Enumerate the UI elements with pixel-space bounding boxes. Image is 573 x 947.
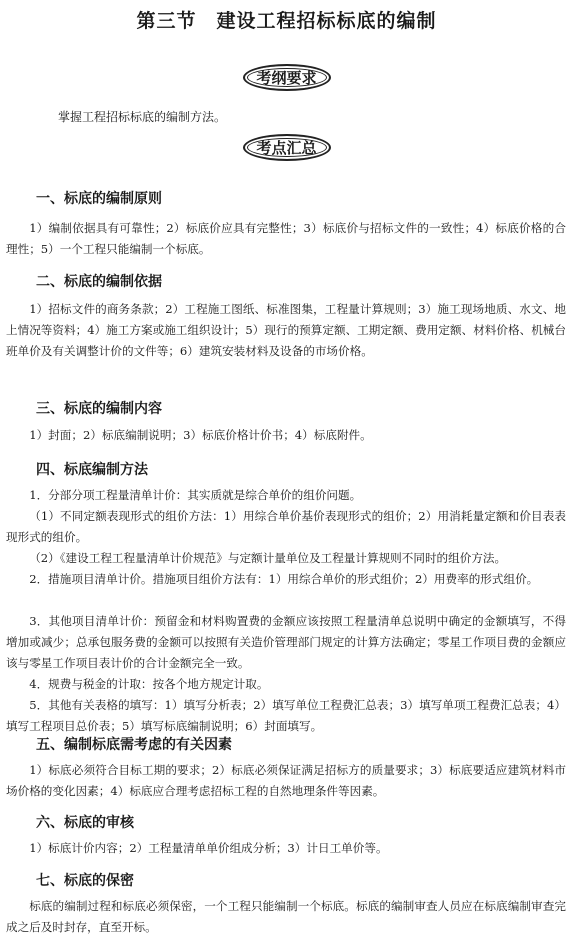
paragraph: （2）《建设工程工程量清单计价规范》与定额计量单位及工程量计算规则不同时的组价方法。 (29, 551, 507, 565)
section-heading-1: 一、标底的编制原则 (36, 191, 162, 207)
intro-text: 掌握工程招标标底的编制方法。 (58, 110, 227, 124)
section-heading-4: 四、标底编制方法 (36, 462, 148, 478)
paragraph: 1）标底计价内容；2）工程量清单单价组成分析；3）计日工单价等。 (29, 841, 388, 855)
paragraph: 1）编制依据具有可靠性；2）标底价应具有完整性；3）标底价与招标文件的一致性；4）标底价格的合理性；5）一个工程只能编制一个标底。 (6, 221, 566, 256)
paragraph: 3．其他项目清单计价：预留金和材料购置费的金额应该按照工程量清单总说明中确定的金额填写，不得增加或减少；总承包服务费的金额可以按照有关造价管理部门规定的计算方法确定；零星工作项目费的金额应该与零星工作项目表计价的合计金额完全一致。 (6, 614, 566, 670)
section-heading-5: 五、编制标底需考虑的有关因素 (36, 737, 232, 753)
paragraph: 4．规费与税金的计取：按各个地方规定计取。 (29, 677, 269, 691)
section-heading-7: 七、标底的保密 (36, 873, 134, 889)
paragraph: 1）标底必须符合目标工期的要求；2）标底必须保证满足招标方的质量要求；3）标底要适应建筑材料市场价格的变化因素；4）标底应合理考虑招标工程的自然地理条件等因素。 (6, 763, 566, 798)
exam-requirements-stamp: 考纲要求 (242, 64, 330, 91)
page-title: 第三节 建设工程招标标底的编制 (136, 10, 437, 32)
paragraph: 1．分部分项工程量清单计价：其实质就是综合单价的组价问题。 (29, 488, 362, 502)
section-heading-2: 二、标底的编制依据 (36, 274, 162, 290)
section-heading-6: 六、标底的审核 (36, 815, 134, 831)
paragraph: （1）不同定额表现形式的组价方法：1）用综合单价基价表现形式的组价；2）用消耗量定额和价目表表现形式的组价。 (6, 509, 566, 544)
section-heading-3: 三、标底的编制内容 (36, 401, 162, 417)
paragraph: 标底的编制过程和标底必须保密，一个工程只能编制一个标底。标底的编制审查人员应在标底编制审查完成之后及时封存，直至开标。 (6, 899, 566, 934)
paragraph: 2．措施项目清单计价。措施项目组价方法有：1）用综合单价的形式组价；2）用费率的形式组价。 (29, 572, 539, 586)
key-points-stamp: 考点汇总 (242, 134, 330, 161)
paragraph: 1）招标文件的商务条款；2）工程施工图纸、标准图集，工程量计算规则；3）施工现场地质、水文、地上情况等资料；4）施工方案或施工组织设计；5）现行的预算定额、工期定额、费用定额、材料价格、机械台班单价及有关调整计价的文件等；6）建筑安装材料及设备的市场价格。 (6, 302, 566, 358)
paragraph: 5．其他有关表格的填写：1）填写分析表；2）填写单位工程费汇总表；3）填写单项工程费汇总表；4）填写工程项目总价表；5）填写标底编制说明；6）封面填写。 (6, 698, 566, 733)
paragraph: 1）封面；2）标底编制说明；3）标底价格计价书；4）标底附件。 (29, 428, 372, 442)
